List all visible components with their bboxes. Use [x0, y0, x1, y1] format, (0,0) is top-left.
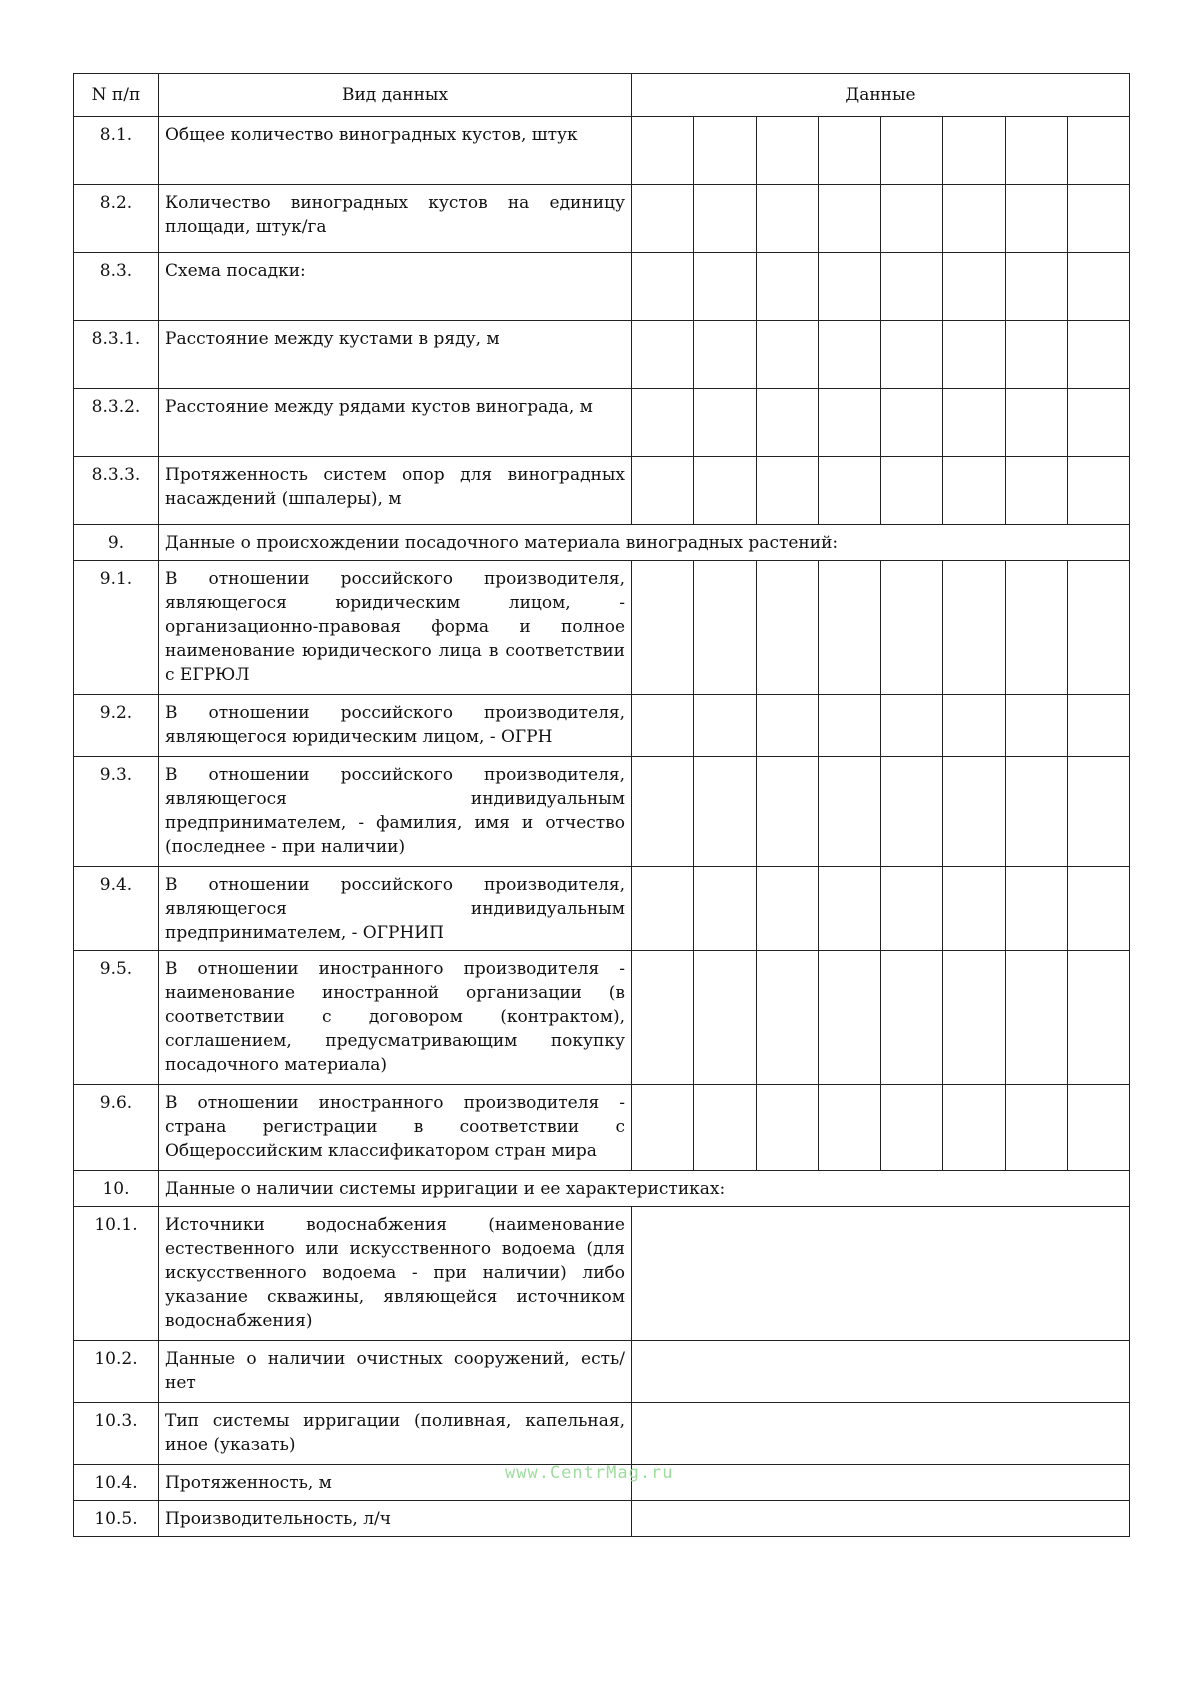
row-label: Источники водоснабжения (наименование естественного или искусственного водоема (для искусственного водоема - при наличии) либо указание скважины, являющейся источником водоснабжения)	[159, 1207, 632, 1341]
data-input-cell[interactable]	[818, 1085, 880, 1171]
row-label: Производительность, л/ч	[159, 1501, 632, 1537]
data-input-cell[interactable]	[818, 695, 880, 757]
row-label: Общее количество виноградных кустов, штук	[159, 117, 632, 185]
form-table	[73, 73, 1130, 1537]
row-number: 10.4.	[74, 1465, 159, 1501]
table-row	[74, 457, 1130, 525]
data-input-cell[interactable]	[694, 389, 756, 457]
table-row	[74, 321, 1130, 389]
data-input-cell[interactable]	[1067, 185, 1129, 253]
data-input-cell[interactable]	[1005, 1085, 1067, 1171]
data-input-cell[interactable]	[632, 1085, 694, 1171]
row-number: 9.6.	[74, 1085, 159, 1171]
data-input-cell[interactable]	[1067, 253, 1129, 321]
data-input-cell[interactable]	[756, 117, 818, 185]
data-input-cell[interactable]	[756, 389, 818, 457]
data-input-cell[interactable]	[818, 757, 880, 867]
table-row	[74, 389, 1130, 457]
row-number: 10.1.	[74, 1207, 159, 1341]
data-input-cell[interactable]	[756, 951, 818, 1085]
data-input-cell[interactable]	[881, 253, 943, 321]
data-input-cell[interactable]	[756, 695, 818, 757]
data-input-field[interactable]	[632, 1341, 1130, 1403]
data-input-cell[interactable]	[818, 253, 880, 321]
table-row	[74, 1341, 1130, 1403]
data-input-field[interactable]	[632, 1403, 1130, 1465]
watermark: www.CentrMag.ru	[505, 1463, 674, 1483]
row-label: Схема посадки:	[159, 253, 632, 321]
table-row	[74, 951, 1130, 1085]
data-input-cell[interactable]	[756, 757, 818, 867]
header-row	[74, 74, 1130, 117]
row-number: 10.	[74, 1171, 159, 1207]
data-input-cell[interactable]	[1067, 561, 1129, 695]
data-input-cell[interactable]	[756, 1085, 818, 1171]
data-input-cell[interactable]	[881, 117, 943, 185]
data-input-cell[interactable]	[1005, 561, 1067, 695]
data-input-cell[interactable]	[818, 321, 880, 389]
data-input-cell[interactable]	[632, 457, 694, 525]
data-input-field[interactable]	[632, 1501, 1130, 1537]
data-input-cell[interactable]	[943, 185, 1005, 253]
table-row	[74, 1207, 1130, 1341]
table-row	[74, 525, 1130, 561]
data-input-cell[interactable]	[943, 389, 1005, 457]
data-input-cell[interactable]	[943, 561, 1005, 695]
table-row	[74, 1085, 1130, 1171]
data-input-cell[interactable]	[1067, 757, 1129, 867]
row-number: 8.3.3.	[74, 457, 159, 525]
row-label: В отношении российского производителя, являющегося индивидуальным предпринимателем, - фамилия, имя и отчество (последнее - при наличии)	[159, 757, 632, 867]
row-label: Расстояние между рядами кустов винограда, м	[159, 389, 632, 457]
table-row	[74, 1171, 1130, 1207]
table-row	[74, 1501, 1130, 1537]
data-input-cell[interactable]	[818, 117, 880, 185]
data-input-cell[interactable]	[1067, 867, 1129, 951]
data-input-cell[interactable]	[632, 389, 694, 457]
data-input-cell[interactable]	[1067, 695, 1129, 757]
row-label: Протяженность систем опор для виноградных насаждений (шпалеры), м	[159, 457, 632, 525]
data-input-field[interactable]	[632, 1207, 1130, 1341]
data-input-cell[interactable]	[1005, 457, 1067, 525]
table-row	[74, 695, 1130, 757]
row-number: 8.3.	[74, 253, 159, 321]
data-input-cell[interactable]	[1005, 695, 1067, 757]
data-input-cell[interactable]	[632, 757, 694, 867]
data-input-cell[interactable]	[881, 867, 943, 951]
data-input-cell[interactable]	[694, 695, 756, 757]
data-input-cell[interactable]	[943, 867, 1005, 951]
data-input-cell[interactable]	[1067, 117, 1129, 185]
data-input-cell[interactable]	[818, 457, 880, 525]
table-row	[74, 253, 1130, 321]
data-input-cell[interactable]	[694, 321, 756, 389]
table-row	[74, 185, 1130, 253]
row-number: 10.2.	[74, 1341, 159, 1403]
data-input-cell[interactable]	[756, 561, 818, 695]
data-input-cell[interactable]	[943, 457, 1005, 525]
data-input-cell[interactable]	[943, 951, 1005, 1085]
data-input-cell[interactable]	[1005, 951, 1067, 1085]
row-number: 10.3.	[74, 1403, 159, 1465]
row-number: 8.1.	[74, 117, 159, 185]
data-input-cell[interactable]	[1005, 757, 1067, 867]
table-row	[74, 757, 1130, 867]
data-input-cell[interactable]	[881, 457, 943, 525]
data-input-cell[interactable]	[694, 185, 756, 253]
data-input-cell[interactable]	[1067, 457, 1129, 525]
data-input-cell[interactable]	[632, 561, 694, 695]
header-num: N п/п	[74, 74, 159, 117]
row-number: 9.1.	[74, 561, 159, 695]
data-input-cell[interactable]	[881, 321, 943, 389]
data-input-cell[interactable]	[756, 867, 818, 951]
row-label: В отношении иностранного производителя - наименование иностранной организации (в соответствии с договором (контрактом), соглашением, предусматривающим покупку посадочного материала)	[159, 951, 632, 1085]
row-number: 10.5.	[74, 1501, 159, 1537]
data-input-cell[interactable]	[694, 117, 756, 185]
row-label: В отношении иностранного производителя - страна регистрации в соответствии с Общероссийским классификатором стран мира	[159, 1085, 632, 1171]
data-input-cell[interactable]	[632, 867, 694, 951]
data-input-cell[interactable]	[1005, 389, 1067, 457]
data-input-cell[interactable]	[943, 757, 1005, 867]
data-input-cell[interactable]	[881, 757, 943, 867]
data-input-cell[interactable]	[943, 1085, 1005, 1171]
row-label: В отношении российского производителя, являющегося индивидуальным предпринимателем, - ОГРНИП	[159, 867, 632, 951]
data-input-cell[interactable]	[694, 757, 756, 867]
data-input-cell[interactable]	[943, 321, 1005, 389]
row-label: Тип системы ирригации (поливная, капельная, иное (указать)	[159, 1403, 632, 1465]
data-input-cell[interactable]	[881, 695, 943, 757]
data-input-cell[interactable]	[694, 867, 756, 951]
data-input-cell[interactable]	[1005, 117, 1067, 185]
table-row	[74, 1403, 1130, 1465]
data-input-cell[interactable]	[1067, 1085, 1129, 1171]
data-input-cell[interactable]	[1067, 389, 1129, 457]
data-input-cell[interactable]	[818, 951, 880, 1085]
data-input-cell[interactable]	[881, 1085, 943, 1171]
data-input-cell[interactable]	[881, 561, 943, 695]
data-input-cell[interactable]	[1005, 321, 1067, 389]
data-input-cell[interactable]	[694, 253, 756, 321]
table-row	[74, 117, 1130, 185]
row-number: 8.3.1.	[74, 321, 159, 389]
row-number: 9.3.	[74, 757, 159, 867]
data-input-cell[interactable]	[1005, 185, 1067, 253]
row-label: Протяженность, м	[159, 1465, 632, 1501]
data-input-cell[interactable]	[818, 867, 880, 951]
header-data: Данные	[632, 74, 1130, 117]
data-input-cell[interactable]	[881, 389, 943, 457]
row-label: В отношении российского производителя, являющегося юридическим лицом, - ОГРН	[159, 695, 632, 757]
row-label: Количество виноградных кустов на единицу площади, штук/га	[159, 185, 632, 253]
data-input-cell[interactable]	[1005, 867, 1067, 951]
data-input-cell[interactable]	[881, 951, 943, 1085]
data-input-cell[interactable]	[943, 117, 1005, 185]
table-row	[74, 867, 1130, 951]
data-input-cell[interactable]	[756, 253, 818, 321]
data-input-cell[interactable]	[881, 185, 943, 253]
data-input-cell[interactable]	[756, 185, 818, 253]
row-number: 9.	[74, 525, 159, 561]
row-label: Данные о наличии системы ирригации и ее характеристиках:	[159, 1171, 1130, 1207]
row-number: 8.3.2.	[74, 389, 159, 457]
table-row	[74, 561, 1130, 695]
data-input-cell[interactable]	[756, 457, 818, 525]
data-input-cell[interactable]	[818, 561, 880, 695]
data-input-cell[interactable]	[756, 321, 818, 389]
row-label: В отношении российского производителя, являющегося юридическим лицом, - организационно-правовая форма и полное наименование юридического лица в соответствии с ЕГРЮЛ	[159, 561, 632, 695]
header-type: Вид данных	[159, 74, 632, 117]
data-input-cell[interactable]	[632, 695, 694, 757]
row-label: Данные о наличии очистных сооружений, есть/нет	[159, 1341, 632, 1403]
data-input-cell[interactable]	[632, 253, 694, 321]
data-input-cell[interactable]	[632, 117, 694, 185]
data-input-field[interactable]	[632, 1465, 1130, 1501]
row-number: 8.2.	[74, 185, 159, 253]
data-input-cell[interactable]	[1005, 253, 1067, 321]
data-input-cell[interactable]	[694, 951, 756, 1085]
data-input-cell[interactable]	[632, 951, 694, 1085]
data-input-cell[interactable]	[1067, 951, 1129, 1085]
row-number: 9.4.	[74, 867, 159, 951]
data-input-cell[interactable]	[818, 185, 880, 253]
data-input-cell[interactable]	[818, 389, 880, 457]
data-input-cell[interactable]	[694, 1085, 756, 1171]
row-number: 9.2.	[74, 695, 159, 757]
data-input-cell[interactable]	[694, 457, 756, 525]
data-input-cell[interactable]	[694, 561, 756, 695]
data-input-cell[interactable]	[632, 321, 694, 389]
row-label: Расстояние между кустами в ряду, м	[159, 321, 632, 389]
data-input-cell[interactable]	[943, 253, 1005, 321]
data-input-cell[interactable]	[943, 695, 1005, 757]
data-input-cell[interactable]	[632, 185, 694, 253]
data-input-cell[interactable]	[1067, 321, 1129, 389]
row-label: Данные о происхождении посадочного материала виноградных растений:	[159, 525, 1130, 561]
row-number: 9.5.	[74, 951, 159, 1085]
